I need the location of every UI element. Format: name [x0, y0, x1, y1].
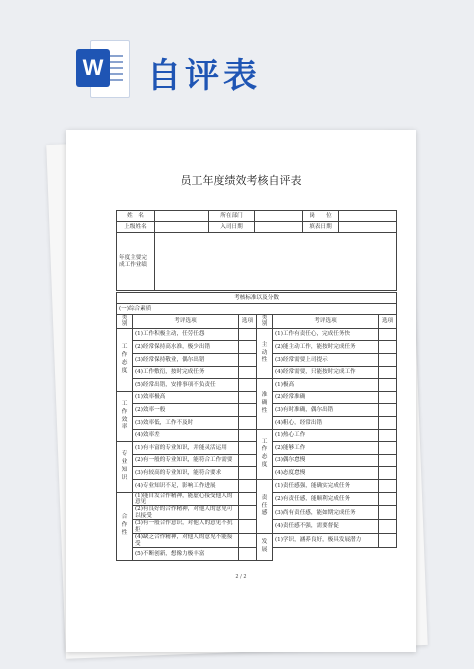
- section-label: (一)综合素质: [117, 304, 397, 315]
- name-label: 姓 名: [117, 211, 155, 222]
- right-choice-cell[interactable]: [379, 328, 397, 341]
- left-category-label: 工作态度: [121, 344, 128, 374]
- left-choice-cell[interactable]: [239, 417, 257, 430]
- left-option-text: (1)有丰富的专业知识，并能灵活运用: [133, 442, 239, 455]
- left-option-text: (3)经常保持敬业，偶尔出错: [133, 354, 239, 367]
- right-choice-cell[interactable]: [379, 417, 397, 430]
- join-date-value[interactable]: [255, 222, 303, 233]
- left-category-label: 合作性: [121, 514, 128, 536]
- left-option-text: (2)经常保持高水准，极少出错: [133, 341, 239, 354]
- page-number: 2 / 2: [235, 574, 247, 580]
- left-choice-cell[interactable]: [239, 520, 257, 534]
- left-category-cell: [117, 442, 133, 492]
- right-option-text: (1)工作有责任心，完成任务快: [273, 328, 379, 341]
- left-option-text: (2)效率一般: [133, 404, 239, 417]
- left-choice-cell[interactable]: [239, 391, 257, 404]
- right-choice-cell[interactable]: [379, 479, 397, 492]
- right-option-text: (1)极高: [273, 379, 379, 392]
- right-option-text: (1)热心工作: [273, 429, 379, 442]
- right-choice-cell[interactable]: [379, 341, 397, 354]
- left-category-cell: [117, 492, 133, 560]
- left-option-text: (1)效率极高: [133, 391, 239, 404]
- left-choice-cell[interactable]: [239, 404, 257, 417]
- header-category-right: 类别: [257, 315, 273, 329]
- right-category-label: 工作态度: [261, 438, 268, 469]
- right-option-text: (3)尚有责任感，能如期完成任务: [273, 506, 379, 520]
- supervisor-value[interactable]: [155, 222, 209, 233]
- left-option-text: (4)缺乏合作精神，对他人的意见不能接受: [133, 534, 239, 548]
- post-label: 岗 位: [303, 211, 339, 222]
- banner: [0, 0, 474, 118]
- right-choice-cell[interactable]: [379, 506, 397, 520]
- left-option-text: (3)效率低，工作不及时: [133, 417, 239, 430]
- fill-date-value[interactable]: [339, 222, 397, 233]
- left-category-label: 工作效率: [121, 400, 128, 431]
- left-choice-cell[interactable]: [239, 454, 257, 467]
- right-choice-cell[interactable]: [379, 354, 397, 367]
- left-option-text: (5)不断创新，想像力极丰富: [133, 547, 239, 560]
- left-option-text: (1)工作积极主动，任劳任怨: [133, 328, 239, 341]
- right-category-cell: [257, 429, 273, 479]
- right-choice-cell[interactable]: [379, 429, 397, 442]
- right-category-cell: [257, 534, 273, 560]
- left-choice-cell[interactable]: [239, 366, 257, 379]
- right-category-label: 准确性: [261, 392, 268, 414]
- left-option-text: (4)效率差: [133, 429, 239, 442]
- right-category-cell: [257, 379, 273, 429]
- left-choice-cell[interactable]: [239, 506, 257, 520]
- right-option-text: (2)能够工作: [273, 442, 379, 455]
- right-choice-cell[interactable]: [379, 391, 397, 404]
- right-category-label: 主动性: [261, 341, 268, 364]
- right-choice-cell[interactable]: [379, 520, 397, 534]
- evaluation-table: [116, 292, 397, 561]
- header-option-left: 考评选项: [133, 315, 239, 329]
- info-table: [116, 210, 397, 291]
- left-choice-cell[interactable]: [239, 379, 257, 392]
- right-option-text: (4)粗心，经常出错: [273, 417, 379, 430]
- right-option-text: (4)经常需要，只能按时完成工作: [273, 366, 379, 379]
- right-option-text: (2)经常准确: [273, 391, 379, 404]
- evaluation-row: [117, 429, 397, 442]
- left-option-text: (5)经常出错，安排事项不负责任: [133, 379, 239, 392]
- right-option-text: (1)责任感强，能确实完成任务: [273, 479, 379, 492]
- left-option-text: (2)有一般的专业知识，能符合工作需要: [133, 454, 239, 467]
- left-option-text: (1)能自发合作精神，能虚心接受他人的意见: [133, 492, 239, 506]
- word-document-icon: [76, 40, 128, 96]
- right-option-text: (1)学识，涵养良好，极具发展潜力: [273, 534, 379, 548]
- standard-title: 考核标准以及分数: [117, 293, 397, 304]
- left-choice-cell[interactable]: [239, 479, 257, 492]
- word-icon-letter: W: [76, 49, 110, 87]
- right-choice-cell[interactable]: [379, 379, 397, 392]
- right-category-cell: [257, 479, 273, 533]
- left-choice-cell[interactable]: [239, 534, 257, 548]
- left-choice-cell[interactable]: [239, 328, 257, 341]
- left-option-text: (3)有较高的专业知识，能符合要求: [133, 467, 239, 480]
- left-category-label: 专业知识: [121, 451, 128, 481]
- banner-title: 自评表: [147, 56, 261, 96]
- right-option-text: (3)偶尔怠慢: [273, 454, 379, 467]
- right-option-text: (2)有责任感，能顺利完成任务: [273, 492, 379, 506]
- right-option-text: (4)态度怠慢: [273, 467, 379, 480]
- supervisor-label: 上级姓名: [117, 222, 155, 233]
- left-category-cell: [117, 328, 133, 391]
- header-choice-left: 选项: [239, 315, 257, 329]
- left-choice-cell[interactable]: [239, 429, 257, 442]
- left-choice-cell[interactable]: [239, 341, 257, 354]
- dept-value[interactable]: [255, 211, 303, 222]
- join-date-label: 入司日期: [209, 222, 255, 233]
- header-category-left: 类别: [117, 315, 133, 329]
- left-option-text: (4)工作敷衍，按时完成任务: [133, 366, 239, 379]
- document-title: 员工年度绩效考核自评表: [180, 174, 302, 187]
- left-choice-cell[interactable]: [239, 467, 257, 480]
- right-choice-cell[interactable]: [379, 534, 397, 548]
- left-choice-cell[interactable]: [239, 354, 257, 367]
- right-choice-cell[interactable]: [379, 467, 397, 480]
- dept-label: 所在部门: [209, 211, 255, 222]
- right-choice-cell[interactable]: [379, 442, 397, 455]
- right-option-text: (3)有时准确，偶尔出错: [273, 404, 379, 417]
- work-label: 年度主要完成工作业绩: [117, 233, 155, 291]
- left-option-text: (4)专业知识不足，影响工作进展: [133, 479, 239, 492]
- right-choice-cell[interactable]: [379, 366, 397, 379]
- right-option-text: (2)能主动工作，能按时完成任务: [273, 341, 379, 354]
- name-value[interactable]: [155, 211, 209, 222]
- right-choice-cell[interactable]: [379, 492, 397, 506]
- left-choice-cell[interactable]: [239, 442, 257, 455]
- right-choice-cell[interactable]: [379, 454, 397, 467]
- right-category-cell: [257, 328, 273, 378]
- right-category-label: 责任感: [261, 494, 268, 517]
- left-choice-cell[interactable]: [239, 547, 257, 560]
- right-choice-cell[interactable]: [379, 404, 397, 417]
- evaluation-row: [117, 328, 397, 341]
- document-page: [66, 130, 416, 652]
- header-choice-right: 选项: [379, 315, 397, 329]
- left-category-cell: [117, 391, 133, 441]
- right-option-text: (4)责任感不强，需要督促: [273, 520, 379, 534]
- header-option-right: 考评选项: [273, 315, 379, 329]
- right-option-text: (3)经常需要上司提示: [273, 354, 379, 367]
- right-category-label: 发展: [261, 539, 268, 553]
- evaluation-row: [117, 534, 397, 548]
- evaluation-row: [117, 479, 397, 492]
- post-value[interactable]: [339, 211, 397, 222]
- fill-date-label: 填表日期: [303, 222, 339, 233]
- evaluation-row: [117, 379, 397, 392]
- left-option-text: (3)有一般合作意识，对他人的意见不抗拒: [133, 520, 239, 534]
- left-option-text: (2)有良好的合作精神，对他人的意见可以接受: [133, 506, 239, 520]
- left-choice-cell[interactable]: [239, 492, 257, 506]
- work-value[interactable]: [155, 233, 397, 291]
